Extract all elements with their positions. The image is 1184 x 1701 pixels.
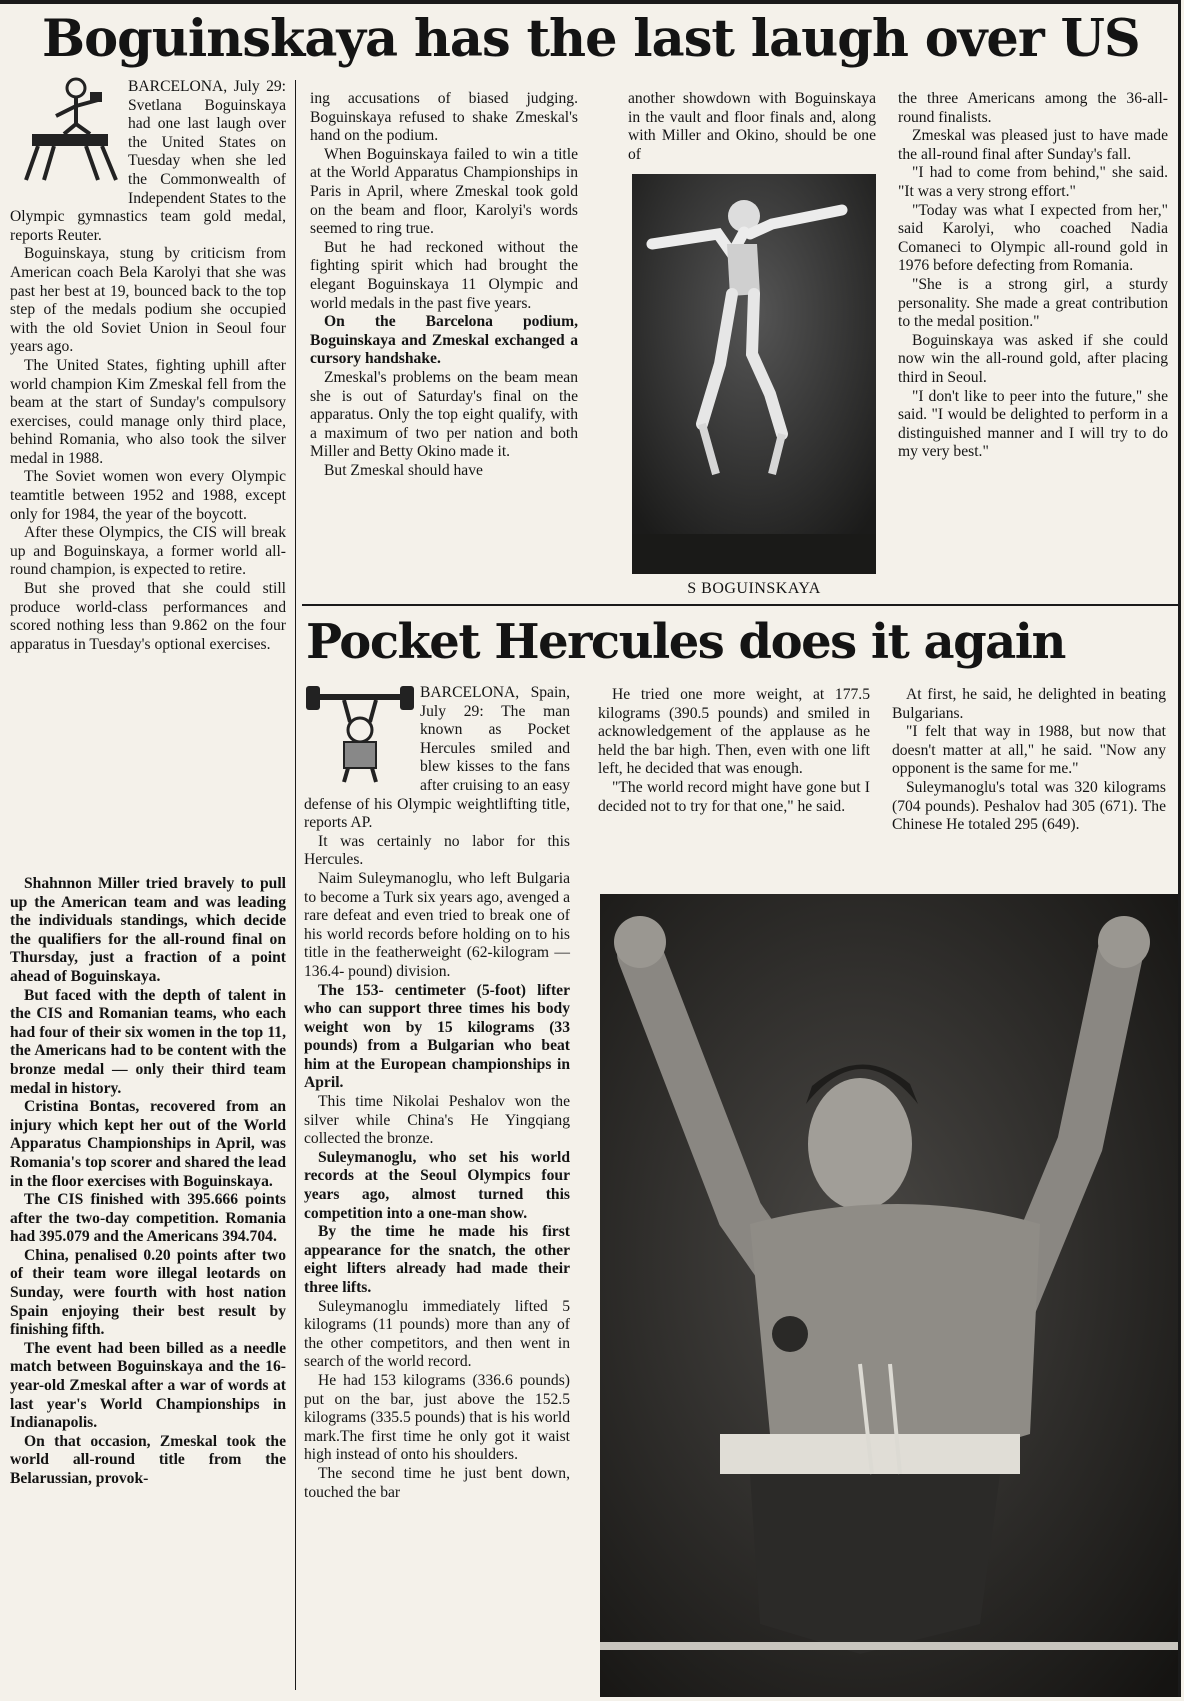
story1-paragraph: "I don't like to peer into the future," she said. "I would be delighted to perform in a distinguished manner and I will try to do my very best." [898,387,1168,461]
story1-paragraph: On the Barcelona podium, Boguinskaya and Zmeskal exchanged a cursory handshake. [310,313,578,368]
story2-column2 [598,686,870,876]
story1-paragraph: The Soviet women won every Olympic teamtitle between 1952 and 1988, except only for 1984, the year of the boycott. [10,468,286,523]
story1-paragraph: Zmeskal was pleased just to have made the all-round final after Sunday's fall. [898,127,1168,163]
story-divider [302,604,1178,606]
story1-paragraph: BARCELONA, July 29: Svetlana Boguinskaya had one last laugh over the United States on Tuesday when she led the Commonwealth of Independent States to the Olympic gymnastics team gold medal, reports Reuter. [10,78,286,244]
story2-column3 [892,686,1166,876]
story1-paragraph: The event had been billed as a needle match between Boguinskaya and the 16-year-old Zmeskal after a war of words at last year's World Championships in Indianapolis. [10,1339,286,1432]
story1-paragraph: Boguinskaya, stung by criticism from American coach Bela Karolyi that she was past her best at 19, bounced back to the top step of the medals podium she occupied with the old Soviet Union in Seoul four years ago. [10,245,286,356]
story1-column1-bottom [10,875,286,1693]
story2-paragraph: Suleymanoglu, who set his world records at the Seoul Olympics four years ago, almost turned this competition into a one-man show. [304,1148,570,1222]
story1-paragraph: When Boguinskaya failed to win a title at the World Apparatus Championships in Paris in April, where Zmeskal took gold on the beam and floor, Karolyi's words seemed to ring true. [310,145,578,238]
story2-paragraph: Naim Suleymanoglu, who left Bulgaria to become a Turk six years ago, avenged a rare defeat and even tried to break one of his world records before holding on to his title in the featherweight (62-kilogram —136.4- pound) division. [304,869,570,980]
story1-paragraph: But she proved that she could still produce world-class performances and scored nothing less than 9.862 on the four apparatus in Tuesday's optional exercises. [10,580,286,653]
story2-paragraph: Suleymanoglu's total was 320 kilograms (704 pounds). Peshalov had 305 (671). The Chinese He totaled 295 (649). [892,778,1166,834]
story1-column2 [310,90,578,598]
story1-paragraph: The United States, fighting uphill after world champion Kim Zmeskal fell from the beam at the start of Sunday's compulsory exercises, could manage only third place, behind Romania, who also took the silver medal in 1988. [10,356,286,467]
photo-caption: S BOGUINSKAYA [687,580,821,597]
story1-paragraph: On that occasion, Zmeskal took the world all-round title from the Belarussian, provok- [10,1432,286,1487]
story1-paragraph: "I had to come from behind," she said. "It was a very strong effort." [898,164,1168,200]
story2-headline: Pocket Hercules does it again [306,614,1065,670]
story1-column4 [898,90,1168,598]
story1-paragraph: Zmeskal's problems on the beam mean she is out of Saturday's final on the apparatus. Only the top eight qualify, with a maximum of two per nation and both Miller and Betty Okino made it. [310,368,578,461]
story1-paragraph: the three Americans among the 36-all-round finalists. [898,90,1168,126]
story1-paragraph: "She is a strong girl, a sturdy personality. She made a great contribution to the medal position." [898,275,1168,331]
story2-paragraph: He tried one more weight, at 177.5 kilograms (390.5 pounds) and smiled in acknowledgement of the applause as he held the bar high. Then, even with one lift left, he decided that was enough. [598,686,870,778]
story1-paragraph: The CIS finished with 395.666 points after the two-day competition. Romania had 395.079 and the Americans 394.704. [10,1191,286,1246]
page-right-rule [1178,0,1181,1697]
story1-paragraph: another showdown with Boguinskaya in the vault and floor finals and, along with Miller and Okino, should be one of [628,90,876,163]
story2-column1 [304,684,570,1693]
story2-paragraph: "I felt that way in 1988, but now that doesn't matter at all," he said. "Now any opponent is the same for me." [892,723,1166,778]
story1-paragraph: Cristina Bontas, recovered from an injury which kept her out of the World Apparatus Championships in April, was Romania's top scorer and shared the lead in the floor exercises with Boguinskaya. [10,1098,286,1190]
story1-paragraph: But he had reckoned without the fighting spirit which had brought the elegant Boguinskaya 11 Olympic and world medals in the past five years. [310,238,578,312]
story1-column1-top [10,78,286,653]
story1-paragraph: Boguinskaya was asked if she could now win the all-round gold, after placing third in Seoul. [898,331,1168,386]
story1-paragraph: ing accusations of biased judging. Boguinskaya refused to shake Zmeskal's hand on the podium. [310,90,578,145]
story1-paragraph: Shahnnon Miller tried bravely to pull up the American team and was leading the individuals standings, which decide the qualifiers for the all-round final on Thursday, just a fraction of a point ahead of Boguinskaya. [10,875,286,985]
story2-paragraph: He had 153 kilograms (336.6 pounds) put on the bar, just above the 152.5 kilograms (335.5 pounds) that is his world mark.The first time he only got it waist high instead of onto his shoulders. [304,1371,570,1464]
story2-paragraph: Suleymanoglu immediately lifted 5 kilograms (11 pounds) more than any of the other competitors, and then went in search of the world record. [304,1297,570,1371]
story2-paragraph: BARCELONA, Spain, July 29: The man known as Pocket Hercules smiled and blew kisses to the fans after cruising to an easy defense of his Olympic weightlifting title, reports AP. [304,684,570,832]
story2-paragraph: By the time he made his first appearance for the snatch, the other eight lifters already had made their three lifts. [304,1223,570,1296]
story1-paragraph: "Today was what I expected from her," said Karolyi, who coached Nadia Comaneci to Olympic all-round gold in 1976 before defecting from Romania. [898,201,1168,275]
story1-paragraph: After these Olympics, the CIS will break up and Boguinskaya, a former world all-round champion, is expected to retire. [10,524,286,579]
story1-paragraph: But Zmeskal should have [324,461,483,479]
gymnast-photo [632,174,876,574]
story1-headline: Boguinskaya has the last laugh over US [42,9,1140,69]
story1-paragraph: But faced with the depth of talent in the CIS and Romanian teams, who each had four of their six women in the top 11, the Americans had to be content with the bronze medal — only their third team medal in history. [10,986,286,1097]
story1-column3 [628,90,876,170]
story2-paragraph: This time Nikolai Peshalov won the silver while China's He Yingqiang collected the bronze. [304,1093,570,1148]
story1-paragraph: China, penalised 0.20 points after two of their team wore illegal leotards on Sunday, were fourth with host nation Spain enjoying their best result by finishing fifth. [10,1246,286,1339]
weightlifter-photo [600,894,1178,1697]
story2-paragraph: "The world record might have gone but I decided not to try for that one," he said. [598,778,870,815]
story2-paragraph: It was certainly no labor for this Hercules. [304,832,570,869]
story2-paragraph: The second time he just bent down, touched the bar [304,1464,570,1501]
page-top-rule [0,0,1180,4]
story2-paragraph: The 153- centimeter (5-foot) lifter who can support three times his body weight won by 15 kilograms (33 pounds) from a Bulgarian who beat him at the European championships in April. [304,981,570,1092]
story2-paragraph: At first, he said, he delighted in beating Bulgarians. [892,686,1166,722]
column-divider [295,80,296,1690]
